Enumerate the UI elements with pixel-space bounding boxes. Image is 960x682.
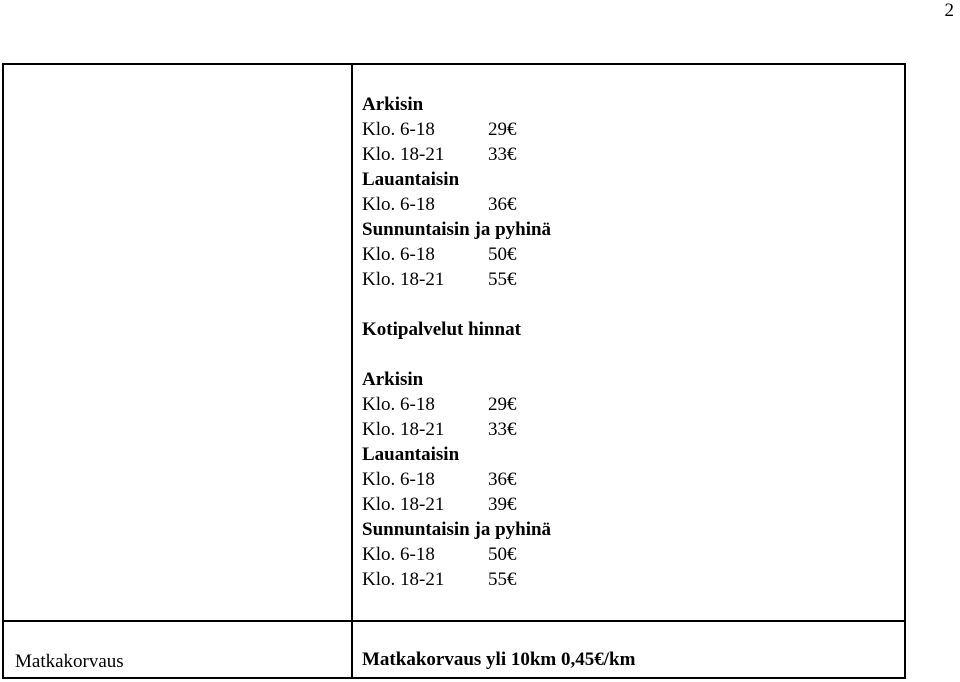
row-divider <box>4 620 904 622</box>
page-number: 2 <box>944 0 954 21</box>
price-row <box>362 467 551 492</box>
price-table <box>2 63 906 679</box>
price-time: Klo. 6-18 <box>362 544 435 565</box>
weekday-heading: Arkisin <box>362 369 424 390</box>
price-time: Klo. 18-21 <box>362 494 445 515</box>
price-row <box>362 117 551 142</box>
saturday-heading: Lauantaisin <box>362 169 460 190</box>
price-amount: 36€ <box>488 194 517 215</box>
price-amount: 39€ <box>488 494 517 515</box>
spacer <box>362 292 551 317</box>
price-row <box>362 192 551 217</box>
price-time: Klo. 6-18 <box>362 119 435 140</box>
kotipalvelut-title: Kotipalvelut hinnat <box>362 319 521 340</box>
price-amount: 33€ <box>488 144 517 165</box>
weekday-heading: Arkisin <box>362 94 424 115</box>
price-list <box>362 92 551 592</box>
price-time: Klo. 18-21 <box>362 569 445 590</box>
price-row <box>362 142 551 167</box>
price-time: Klo. 6-18 <box>362 469 435 490</box>
price-row <box>362 242 551 267</box>
price-time: Klo. 18-21 <box>362 269 445 290</box>
column-divider <box>351 65 353 677</box>
price-time: Klo. 6-18 <box>362 194 435 215</box>
sunday-heading: Sunnuntaisin ja pyhinä <box>362 519 552 540</box>
price-row <box>362 542 551 567</box>
price-amount: 33€ <box>488 419 517 440</box>
price-amount: 55€ <box>488 269 517 290</box>
price-row <box>362 267 551 292</box>
price-amount: 29€ <box>488 119 517 140</box>
spacer <box>362 342 551 367</box>
price-row <box>362 417 551 442</box>
saturday-heading: Lauantaisin <box>362 444 460 465</box>
price-amount: 36€ <box>488 469 517 490</box>
price-row <box>362 492 551 517</box>
price-time: Klo. 6-18 <box>362 244 435 265</box>
price-time: Klo. 18-21 <box>362 419 445 440</box>
matkakorvaus-label: Matkakorvaus <box>15 651 124 672</box>
price-amount: 50€ <box>488 244 517 265</box>
matkakorvaus-value: Matkakorvaus yli 10km 0,45€/km <box>362 649 636 670</box>
price-row <box>362 392 551 417</box>
price-time: Klo. 6-18 <box>362 394 435 415</box>
price-amount: 55€ <box>488 569 517 590</box>
sunday-heading: Sunnuntaisin ja pyhinä <box>362 219 552 240</box>
price-time: Klo. 18-21 <box>362 144 445 165</box>
price-amount: 29€ <box>488 394 517 415</box>
price-amount: 50€ <box>488 544 517 565</box>
price-row <box>362 567 551 592</box>
